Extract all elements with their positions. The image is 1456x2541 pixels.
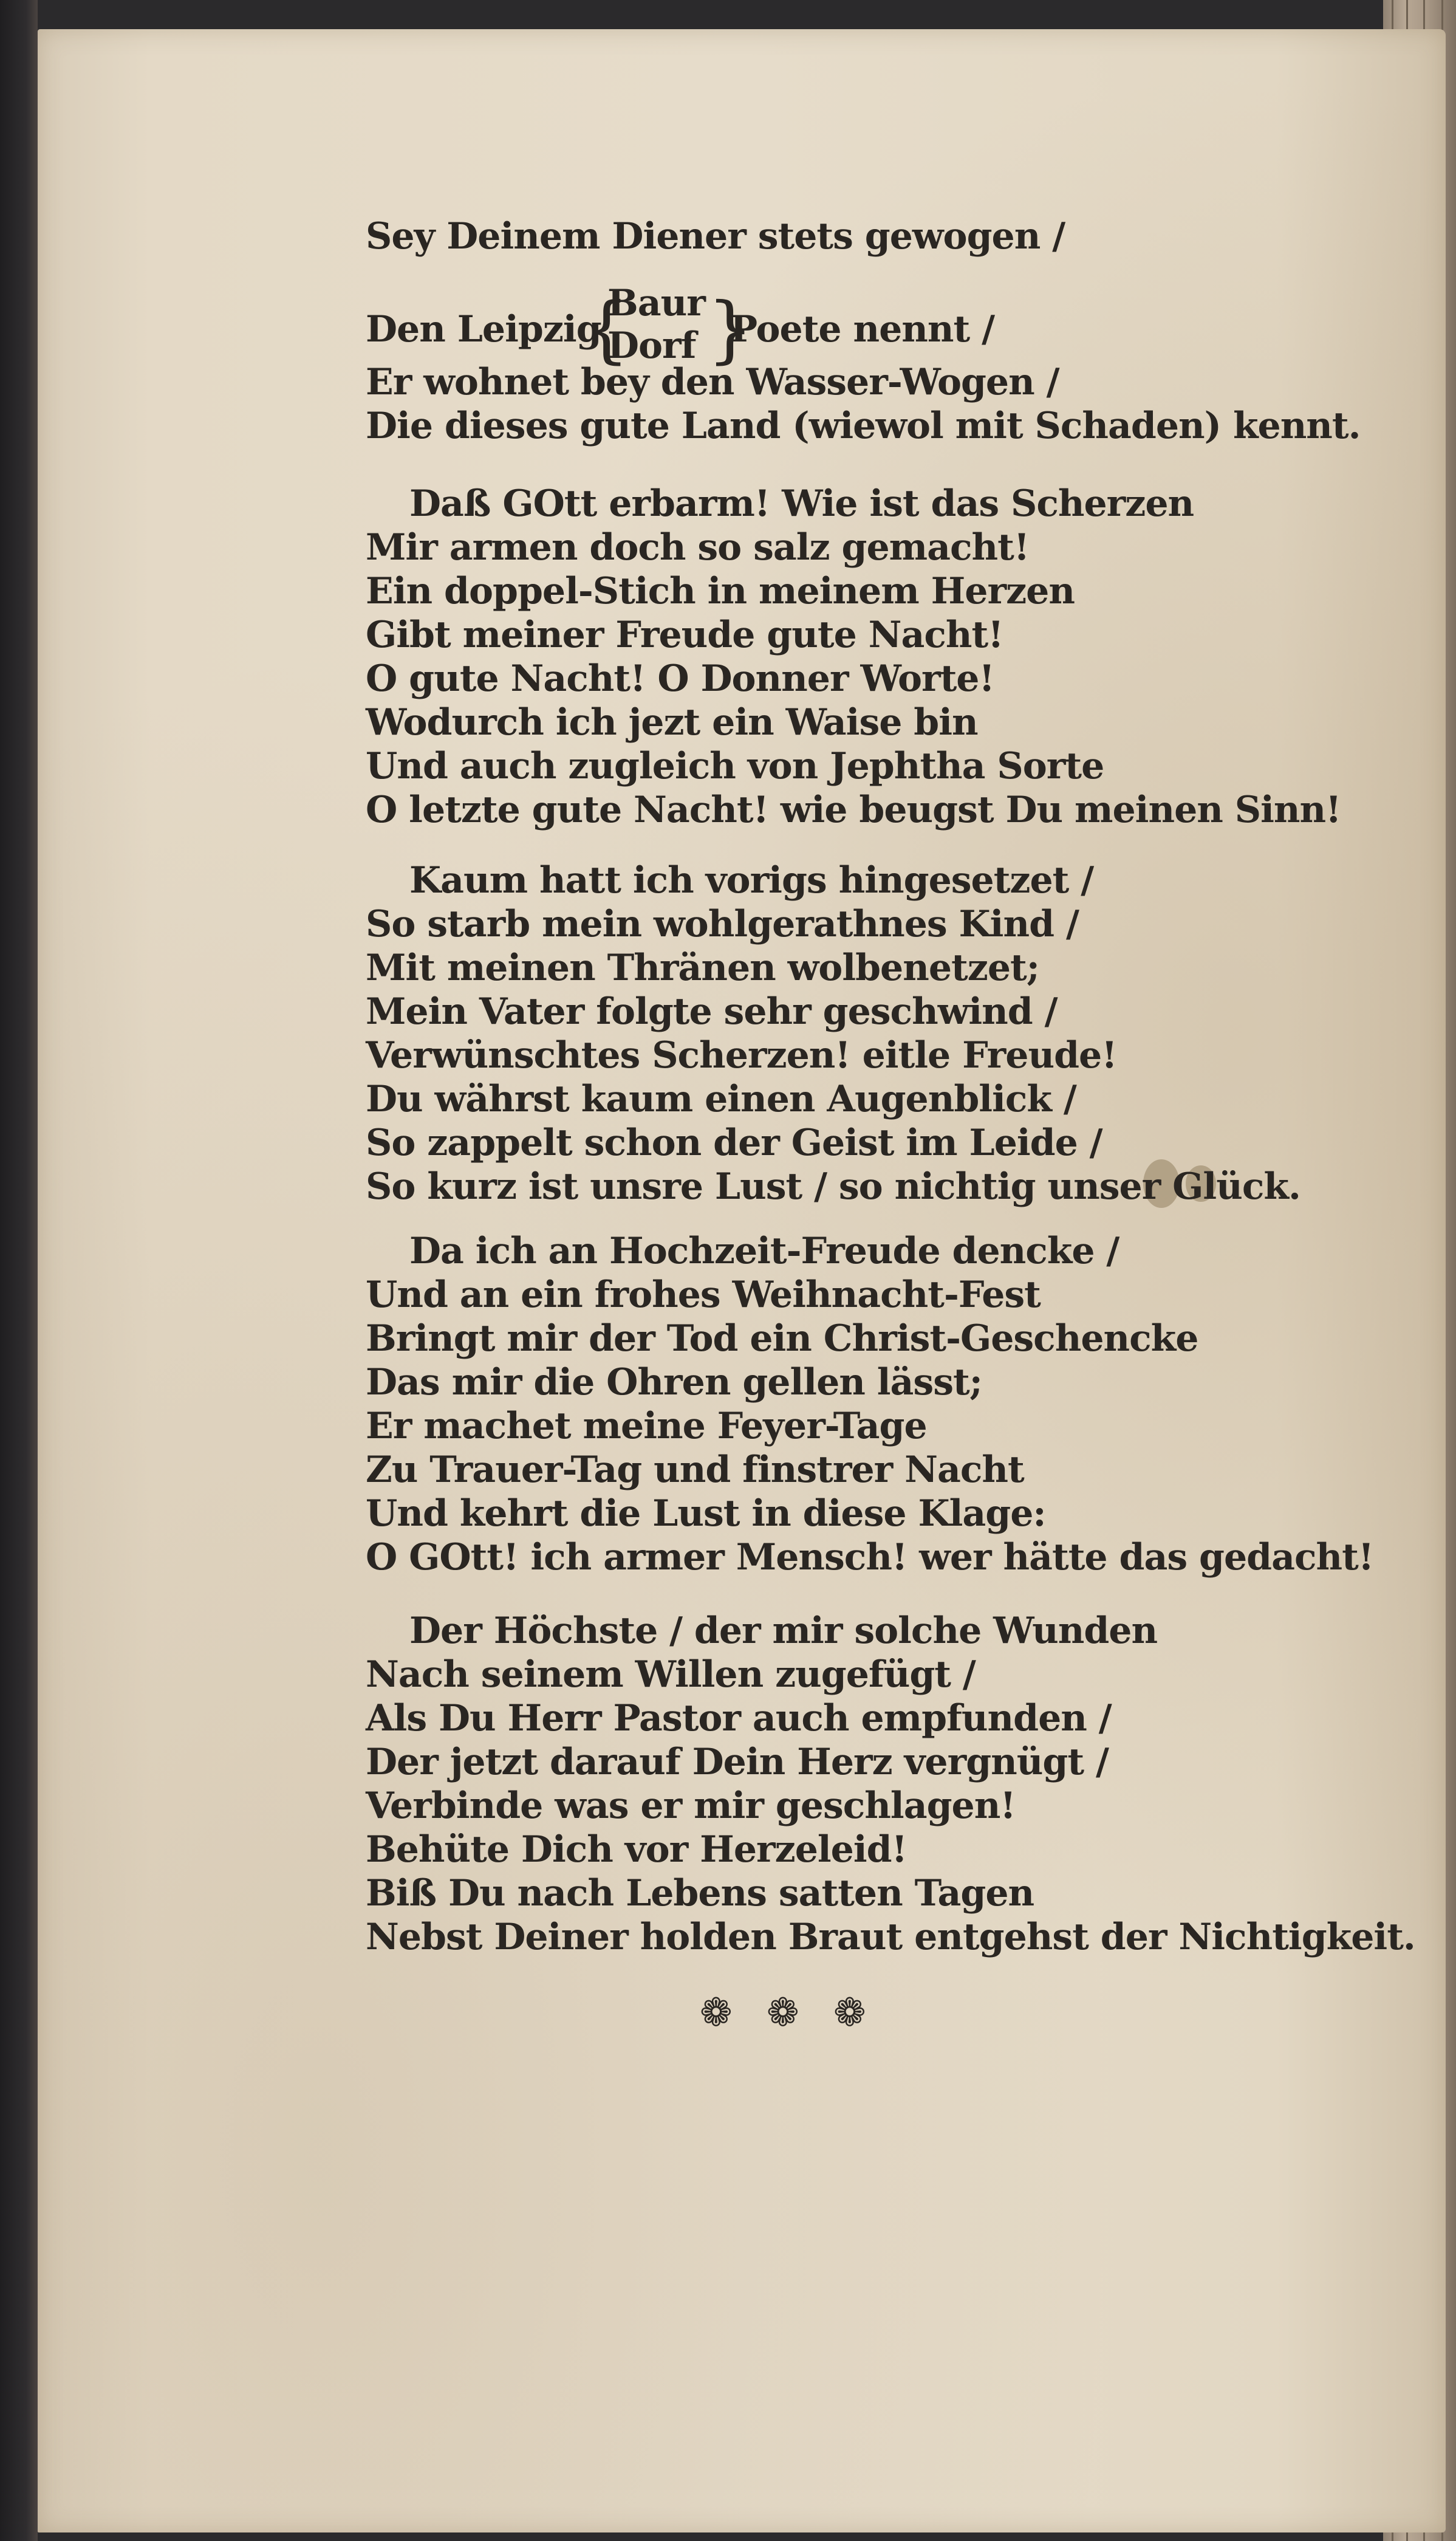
poem-line: So starb mein wohlgerathnes Kind /	[366, 903, 1079, 945]
poem-line: Als Du Herr Pastor auch empfunden /	[366, 1697, 1112, 1740]
right-brace: }	[707, 287, 753, 372]
poem-line: Sey Deinem Diener stets gewogen /	[366, 215, 1065, 258]
poem-line: O gute Nacht! O Donner Worte!	[366, 657, 994, 700]
poem-line: Behüte Dich vor Herzeleid!	[366, 1828, 907, 1871]
poem-line: Verwünschtes Scherzen! eitle Freude!	[366, 1034, 1117, 1077]
poem-line: Gibt meiner Freude gute Nacht!	[366, 614, 1003, 656]
book-cover-edge	[0, 0, 38, 2541]
poem-line: Das mir die Ohren gellen lässt;	[366, 1361, 982, 1404]
poem-line: Bringt mir der Tod ein Christ-Geschencke	[366, 1317, 1198, 1360]
left-brace: {	[583, 287, 629, 372]
poem-line: So kurz ist unsre Lust / so nichtig unser Glück.	[366, 1165, 1300, 1208]
poem-line: Zu Trauer-Tag und finstrer Nacht	[366, 1449, 1024, 1491]
poem-line-prefix: Den Leipzig	[366, 308, 601, 351]
poem-line: Daß GOtt erbarm! Wie ist das Scherzen	[409, 482, 1194, 525]
poem-line: Mein Vater folgte sehr geschwind /	[366, 990, 1058, 1033]
poem-line: O GOtt! ich armer Mensch! wer hätte das gedacht!	[366, 1536, 1374, 1579]
brace-option-1: Baur	[607, 282, 705, 324]
poem-line: Verbinde was er mir geschlagen!	[366, 1785, 1016, 1827]
poem-line: Du währst kaum einen Augenblick /	[366, 1078, 1076, 1120]
poem-line: Und auch zugleich von Jephtha Sorte	[366, 745, 1104, 787]
poem-line: Wodurch ich jezt ein Waise bin	[366, 701, 978, 744]
poem-line: Er wohnet bey den Wasser-Wogen /	[366, 361, 1059, 403]
flower-ornament-icon: ❁	[700, 1991, 733, 2035]
poem-line: Der Höchste / der mir solche Wunden	[409, 1610, 1158, 1652]
poem-line: Die dieses gute Land (wiewol mit Schaden) kennt.	[366, 405, 1361, 447]
poem-line: Der jetzt darauf Dein Herz vergnügt /	[366, 1741, 1109, 1783]
paper-page	[38, 29, 1446, 2532]
flower-ornament-icon: ❁	[833, 1991, 866, 2035]
poem-line: Er machet meine Feyer-Tage	[366, 1405, 927, 1447]
poem-line: Nach seinem Willen zugefügt /	[366, 1653, 976, 1696]
poem-line: Biß Du nach Lebens satten Tagen	[366, 1872, 1034, 1915]
poem-line: Und kehrt die Lust in diese Klage:	[366, 1492, 1046, 1535]
flower-ornament-icon: ❁	[767, 1991, 799, 2035]
poem-line: Und an ein frohes Weihnacht-Fest	[366, 1274, 1041, 1316]
brace-option-2: Dorf	[607, 324, 696, 367]
poem-line: Nebst Deiner holden Braut entgehst der Nichtigkeit.	[366, 1916, 1415, 1958]
poem-line: So zappelt schon der Geist im Leide /	[366, 1122, 1102, 1164]
poem-line: Mit meinen Thränen wolbenetzet;	[366, 947, 1039, 989]
poem-line: Mir armen doch so salz gemacht!	[366, 526, 1030, 569]
poem-line: Da ich an Hochzeit-Freude dencke /	[409, 1230, 1119, 1272]
ornament-row	[700, 1992, 882, 2040]
poem-line-suffix: Poete nennt /	[730, 308, 995, 351]
poem-line: O letzte gute Nacht! wie beugst Du meinen Sinn!	[366, 789, 1341, 831]
poem-line: Ein doppel-Stich in meinem Herzen	[366, 570, 1075, 612]
poem-line: Kaum hatt ich vorigs hingesetzet /	[409, 859, 1094, 902]
